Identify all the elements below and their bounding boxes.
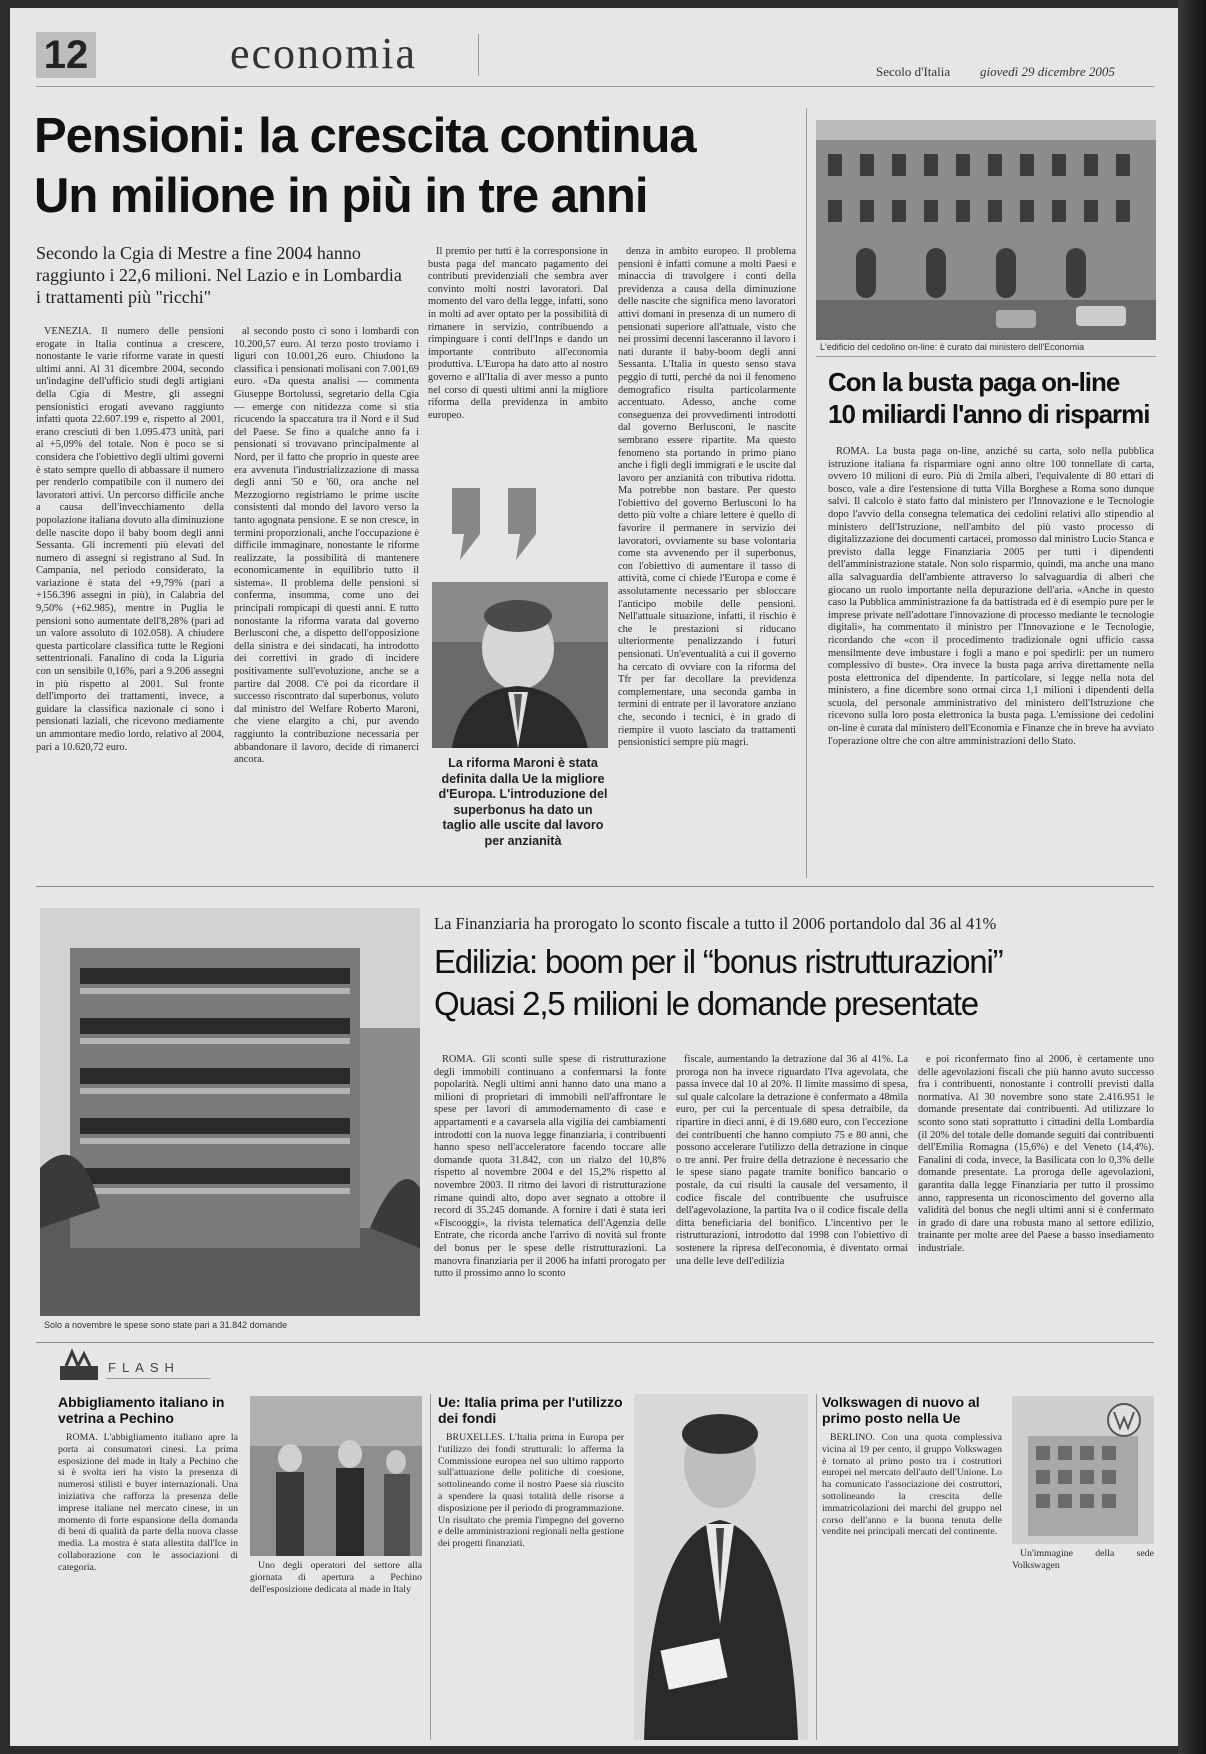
edilizia-col1-text: ROMA. Gli sconti sulle spese di ristrutturazione degli immobili continuano a confermarsi la fonte popolarità. Negli ultimi anni hanno dato una mano a milioni di proprietari di immobili nell'affrontare le spese per lavori di ammodernamento di case e appartamenti e a cavarsela alla vigilia dei cambiamenti introdotti con la nuova legge finanziaria, i contribuenti hanno speso nell'acceleratore facendo toccare alle domande quota 31.842, con un rialzo del 10,8% rispetto al novembre 2004 e del 15,2% rispetto al novembre 2003. Il ritmo dei lavori di ristrutturazione rimane quindi alto, dopo aver segnato a ottobre il record di 35.245 domande. A fornire i dati è stata ieri «Fiscooggi», la rivista telematica dell'Agenzia delle Entrate, che ricorda anche l'arrivo di novità sul fronte del bonus per le spese delle ristrutturazioni. La manovra finanziaria per il 2006 ha infatti prorogato per tutto il prossimo anno lo sconto <box>434 1054 666 1280</box>
pensioni-col2-text: al secondo posto ci sono i lombardi con 10.200,57 euro. Al terzo posto troviamo i liguri con 10.001,26 euro. Chiudono la classifica i pensionati molisani con 7.001,69 euro. «Da questa analisi — commenta Giuseppe Bortolussi, segretario della Cgia — emerge con nitidezza come si stia ricucendo la spaccatura tra il Nord e il Sud del Paese. Se fino a qualche anno fa i pensionati si trovavano principalmente al Nord, per il fatto che proprio in queste aree era avvenuta l'industrializzazione di massa degli anni '50 e '60, ora anche nel Mezzogiorno registriamo le prime uscite consistenti dal mondo del lavoro verso la tanto agognata pensione. E se non cresce, in termini proporzionali, anche l'occupazione è difficile immaginare, nonostante le riforme realizzate, la possibilità di mantenere economicamente in equilibrio tutto il sistema». Il problema delle pensioni si conferma, insomma, come uno dei principali rompicapi di questi anni. E tutto nonostante la riforma varata dal governo Berlusconi che, a dispetto dell'opposizione della sinistra e dei sindacati, ha introdotto dei correttivi in grado di incidere positivamente sull'evoluzione, anche se a partire dal 2008. C'è poi da ricordare il successo riscontrato dal superbonus, voluto dal ministro del Welfare Roberto Maroni, che viene elargito a chi, pur avendo raggiunto la contribuzione necessaria per abbandonare il lavoro, decide di rimanerci ancora. <box>234 326 419 766</box>
flash-item1-caption-text: Uno degli operatori del settore alla giornata di apertura a Pechino dell'esposizione dedicata al made in Italy <box>250 1560 422 1595</box>
volkswagen-building-photo <box>1012 1396 1154 1544</box>
section-title: economia <box>230 29 418 78</box>
flash-label: FLASH <box>108 1360 180 1375</box>
edilizia-column-1 <box>434 1054 666 1332</box>
ministry-building-photo <box>816 120 1156 340</box>
volkswagen-photo-caption <box>1012 1548 1154 1744</box>
busta-body <box>828 446 1154 846</box>
edilizia-headline-2: Quasi 2,5 milioni le domande presentate <box>434 985 978 1022</box>
pensioni-quote: La riforma Maroni è stata definita dalla Ue la migliore d'Europa. L'introduzione del superbonus ha dato un taglio alle uscite dal lavoro per anzianità <box>438 756 608 848</box>
pensioni-column-4 <box>618 246 796 871</box>
pensioni-col3-text: Il premio per tutti è la corresponsione in busta paga del mancato pagamento dei contributi previdenziali che sembra aver convinto molti nostri lavoratori. Dal momento del varo della legge, infatti, sono in molti ad aver optato per la possibilità di rimanere in servizio, contribuendo a rimpinguare i conti dell'Inps e dando un importante contributo all'economia produttiva. L'Europa ha dato atto al nostro governo e all'Italia di aver messo a punto nel corso di questi ultimi anni la migliore riforma della previdenza in ambito europeo. <box>428 246 608 421</box>
pensioni-column-3 <box>428 246 608 468</box>
flash-item1-body <box>58 1432 238 1746</box>
edilizia-headline-1: Edilizia: boom per il “bonus ristrutturazioni” <box>434 943 1003 980</box>
pensioni-headline-2: Un milione in più in tre anni <box>34 169 648 223</box>
pechino-photo-caption <box>250 1560 422 1746</box>
flash-item3-body <box>822 1432 1002 1746</box>
flash-item1-title: Abbigliamento italiano in vetrina a Pechino <box>58 1394 225 1426</box>
maroni-photo <box>432 582 608 748</box>
masthead-name: Secolo d'Italia <box>876 64 951 79</box>
busta-body-text: ROMA. La busta paga on-line, anziché su carta, solo nella pubblica istruzione italiana fa risparmiare ogni anno oltre 100 tonnellate di carta, ovvero 10 milioni di euro. Più di 2mila alberi, l'equivalente di 80 ettari di bosco, vale a dire l'estensione di tutta Villa Borghese a Roma sono dunque salvi. Il calcolo è stato fatto dal ministero per l'Innovazione e le Tecnologie dopo l'avvio della consegna telematica dei cedolini relativi allo stipendio al ministero dell'Istruzione, nell'ambito del più vasto processo di digitalizzazione dei documenti cartacei, promosso dal ministro Lucio Stanca e previsto dalla legge Finanziaria 2005 per tutti i dipendenti dell'amministrazione statale. Non solo risparmio, quindi, ma anche una mano alla salvaguardia dell'ambiente attraverso lo salvaguardia di alberi che giocano un ruolo importante nella depurazione dell'aria. «Anche in questo caso la Pubblica amministrazione fa da battistrada ed è di esempio pure per le imprese private nell'adottare l'innovazione di processo mediante le tecnologie digitali», ha commentato il ministro per l'Innovazione e le Tecnologie, ricordando che «con il procedimento tradizionale ogni ufficio cassa mensilmente deve imbustare i fogli a mano e poi spedirli: per un numero complessivo di buste». Ora invece la busta paga arriva direttamente nella posta elettronica del dipendente. In particolare, si legge nella nota del ministero, a fine dicembre sono ormai circa 1,1 milioni i dipendenti della scuola, del personale amministrativo del ministero dell'Istruzione che ricevono sulla loro posta elettronica la busta paga. L'emissione dei cedolini on-line è curata dal ministero dell'Economia e Finanze che in breve ha avviato l'operazione oltre che con altre amministrazioni dello Stato. <box>828 446 1154 747</box>
edilizia-column-3 <box>918 1054 1154 1332</box>
portrait-photo <box>634 1394 808 1740</box>
issue-date: giovedì 29 dicembre 2005 <box>980 64 1115 79</box>
edilizia-photo-caption: Solo a novembre le spese sono state pari a 31.842 domande <box>44 1320 288 1330</box>
pechino-photo <box>250 1396 422 1556</box>
pensioni-column-1 <box>36 326 224 871</box>
edilizia-kicker: La Finanziaria ha prorogato lo sconto fiscale a tutto il 2006 portandolo dal 36 al 41% <box>434 914 997 933</box>
edilizia-col3-text: e poi riconfermato fino al 2006, è certamente uno delle agevolazioni fiscali che più hanno avuto successo fra i contribuenti, nonostante i controlli previsti dalla normativa. Al 30 novembre sono state 2.416.951 le domande presentate dai contribuenti. Ad utilizzare lo sconto sono stati soprattutto i cittadini della Lombardia (il 20% del totale delle domande seguiti dai contribuenti dell'Emilia Romagna (15,6%) e del Veneto (14,4%). Fanalini di coda, invece, la Basilicata con lo 0,3% delle domande presentate. La proroga delle agevolazioni, garantita dalla legge Finanziaria per tutto il prossimo anno, rappresenta un riconoscimento del governo alla validità del bonus che negli ultimi anni si è confermato in grado di dare una robusta mano al settore edilizio, trainante per molte aree del Paese a basso insediamento industriale. <box>918 1054 1154 1254</box>
edilizia-column-2 <box>676 1054 908 1332</box>
building-photo <box>40 908 420 1316</box>
pensioni-subheadline: Secondo la Cgia di Mestre a fine 2004 hanno raggiunto i 22,6 milioni. Nel Lazio e in Lombardia i trattamenti più "ricchi" <box>36 243 402 307</box>
busta-photo-caption: L'edificio del cedolino on-line: è curato dal ministero dell'Economia <box>820 342 1085 352</box>
pensioni-column-2 <box>234 326 419 871</box>
flash-item2-body <box>438 1432 624 1746</box>
flash-item3-text: BERLINO. Con una quota complessiva vicina al 19 per cento, il gruppo Volkswagen è tornato al primo posto tra i costruttori europei nel mercato dell'auto dell'Unione. Lo ha comunicato l'associazione dei costruttori, sottolineando la crescita delle immatricolazioni dei marchi del gruppo nel corso dell'anno e la buona tenuta delle vendite nei principali mercati del continente. <box>822 1432 1002 1538</box>
flash-logo-icon <box>58 1348 102 1382</box>
quote-mark-icon <box>438 484 558 564</box>
page-number: 12 <box>36 32 96 78</box>
pensioni-headline-1: Pensioni: la crescita continua <box>34 109 696 163</box>
flash-item3-caption-text: Un'immagine della sede Volkswagen <box>1012 1548 1154 1571</box>
flash-item3-title: Volkswagen di nuovo al primo posto nella Ue <box>822 1394 980 1426</box>
flash-item1-text: ROMA. L'abbigliamento italiano apre la porta ai consumatori cinesi. La prima esposizione del made in Italy a Pechino che si è svolta ieri ha visto la presenza di numerosi stilisti e buyer internazionali. Una iniziativa che rafforza la presenza delle imprese italiane nel mercato cinese, in un momento di forte espansione della domanda di beni di qualità da parte della nuova classe media. La mostra è stata allestita dall'Ice in collaborazione con le associazioni di categoria. <box>58 1432 238 1573</box>
busta-headline-2: 10 miliardi l'anno di risparmi <box>828 399 1150 429</box>
flash-item2-title: Ue: Italia prima per l'utilizzo dei fondi <box>438 1394 623 1426</box>
edilizia-col2-text: fiscale, aumentando la detrazione dal 36 al 41%. La proroga non ha invece riguardato l'Iva agevolata, che passa invece dal 10 al 20%. Il limite massimo di spesa, sul quale calcolare la detrazione è confermato a 48mila euro, per cui la percentuale di spesa detraibile, da ripartire in dieci anni, è di 19.680 euro, con l'eccezione dei contribuenti che hanno compiuto 75 e 80 anni, che possono accelerare l'utilizzo della detrazione in cinque o tre anni. Per fruire della detrazione è necessario che le spese siano pagate tramite bonifico bancario o postale, da cui risulti la causale del versamento, il codice fiscale del contribuente che usufruisce dell'agevolazione, la partita Iva o il codice fiscale della ditta beneficiaria del bonifico. L'incentivo per le ristrutturazioni, introdotto dal 1998 con l'obiettivo di sostenere la ripresa dell'economia, è diventato ormai una delle leve dell'edilizia <box>676 1054 908 1267</box>
pensioni-col4-text: denza in ambito europeo. Il problema pensioni è infatti comune a molti Paesi e minaccia di travolgere i conti della previdenza a causa della diminuzione delle nascite che significa meno lavoratori attivi domani in presenza di un numero di pensionati superiore all'attuale, visto che nei prossimi decenni lasceranno il lavoro i nati durante il baby-boom degli anni Sessanta. L'Italia in questo senso stava peggio di tutti, perché da noi il fenomeno demografico risulta particolarmente accentuato. Adesso, anche come conseguenza dei provvedimenti introdotti dal governo Berlusconi, le nascite sembrano essere ripartite. Ma questo fenomeno sta portando in primo piano anche i figli degli immigrati e le uscite dal lavoro per anzianità con tributiva ridotta. Ma potrebbe non bastare. Per questo l'obiettivo del governo Berlusconi lo ha detto più volte a chiare lettere è quello di favorire il permanere in servizio dei lavoratori, ovviamente su base volontaria come sta avvenendo per il superbonus, con l'obiettivo di aumentare il tasso di attività, come ci chiede l'Europa e come è assolutamente necessario per sbloccare l'anticipo mobile delle pensioni. Nell'attuale situazione, infatti, il rischio è che le prestazioni si riducano ulteriormente penalizzando i futuri pensionati. Un'eventualità a cui il governo ha cercato di ovviare con la riforma del Tfr per far decollare la previdenza complementare, una seconda gamba in termini di entrate per il lavoratore anziano che, secondo i tecnici, è in grado di riempire il vuoto lasciato da trattamenti pensionistici sempre più magri. <box>618 246 796 749</box>
busta-headline-1: Con la busta paga on-line <box>828 367 1120 397</box>
newspaper-page <box>10 8 1178 1746</box>
page-edge <box>1178 0 1206 1754</box>
pensioni-col1-text: VENEZIA. Il numero delle pensioni erogate in Italia continua a crescere, nonostante le varie riforme varate in questi ultimi anni. Al 31 dicembre 2004, secondo un'indagine dell'ufficio studi degli artigiani della Cgia di Mestre, gli assegni pensionistici erogati avevano raggiunto infatti quota 22.607.199 e, rispetto al 2001, erano cresciuti di ben 1.095.473 unità, pari al +5,09% del totale. Non è poco se si considera che l'obiettivo degli ultimi governi è stato sempre quello di abbassare il numero per renderlo compatibile con il numero dei lavoratori attivi. Un percorso difficile anche a causa dell'invecchiamento della popolazione italiana dovuto alla diminuzione delle nascite dopo il baby boom degli anni Sessanta. Gli incrementi più elevati del numero di assegni si registrano al Sud. In Campania, nel periodo considerato, la variazione è stata del +9,79% (pari a +156.396 assegni in più), in Calabria del 9,50% (+62.985), mentre in Puglia le pensioni sono aumentate dell'8,28% (pari ad un valore assoluto di 102.058). A chiudere questa particolare classifica tutte le Regioni settentrionali. Fanalino di coda la Liguria con un sensibile 0,16%, pari a 9.206 assegni in più rispetto al 2001. Sul fronte dell'importo dei trattamenti, invece, a guidare la classifica nazionale ci sono i pensionati laziali, che ricevono mediamente un ammontare medio lordo, relativo al 2004, pari a 10.620,72 euro. <box>36 326 224 753</box>
flash-item2-text: BRUXELLES. L'Italia prima in Europa per l'utilizzo dei fondi strutturali: lo afferma la Commissione europea nel suo ultimo rapporto sull'attuazione delle politiche di coesione, sottolineando come il nostro Paese sia riuscito a spendere la quasi totalità delle risorse a disposizione per il periodo di programmazione. Un risultato che premia l'impegno del governo e delle amministrazioni regionali nella gestione dei progetti finanziati. <box>438 1432 624 1550</box>
